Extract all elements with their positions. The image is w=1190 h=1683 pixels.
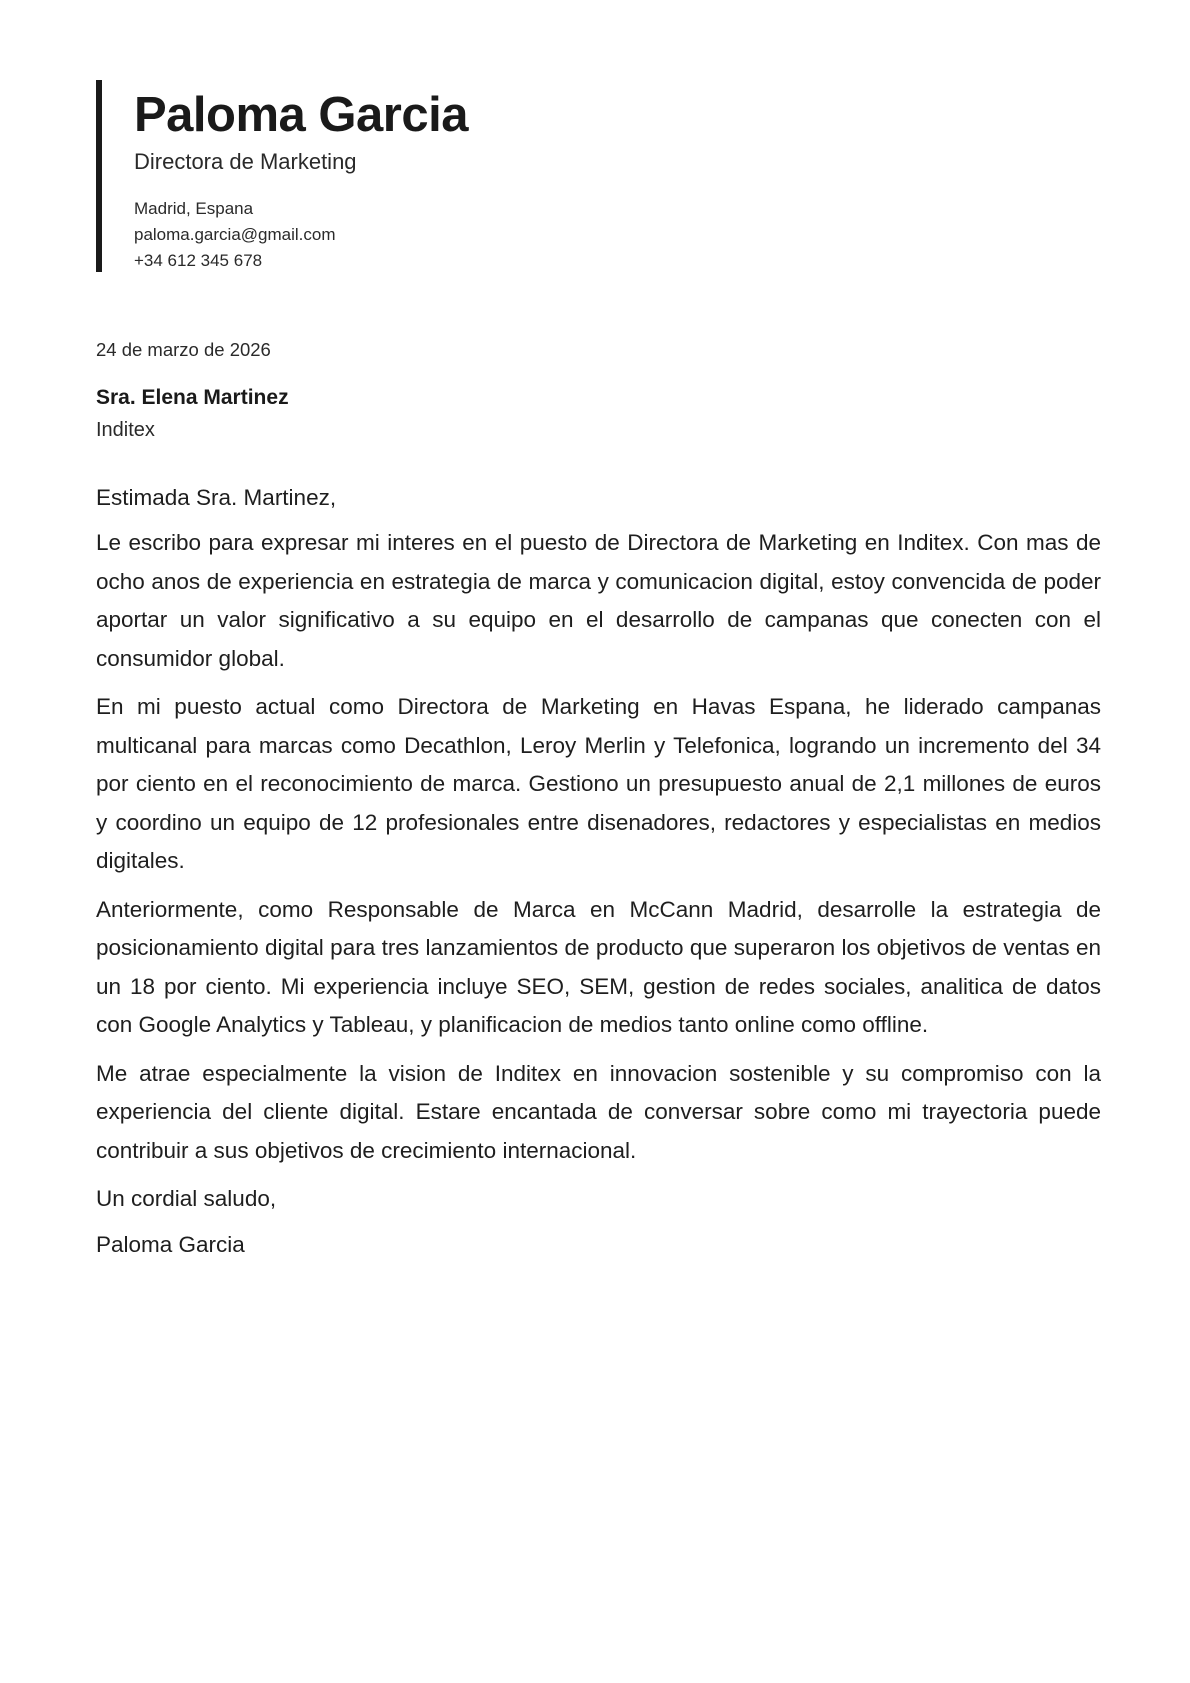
closing: Un cordial saludo, — [96, 1186, 277, 1211]
sender-contact-block — [134, 196, 468, 274]
recipient-name: Sra. Elena Martinez — [96, 386, 289, 409]
letter-body — [96, 336, 1101, 1264]
sender-name: Paloma Garcia — [134, 88, 468, 142]
body-paragraph-2: En mi puesto actual como Directora de Marketing en Havas Espana, he liderado campanas multicanal para marcas como Decathlon, Leroy Merlin y Telefonica, logrando un incremento del 34 por ciento en el reconocimiento de marca. Gestiono un presupuesto anual de 2,1 millones de euros y coordino un equipo de 12 profesionales entre disenadores, redactores y especialistas en medios digitales. — [96, 694, 1101, 873]
recipient-company: Inditex — [96, 419, 155, 441]
sender-email: paloma.garcia@gmail.com — [134, 225, 336, 244]
letter-date: 24 de marzo de 2026 — [96, 339, 271, 360]
sender-location: Madrid, Espana — [134, 199, 254, 218]
sender-phone: +34 612 345 678 — [134, 251, 263, 270]
body-paragraph-3: Anteriormente, como Responsable de Marca en McCann Madrid, desarrolle la estrategia de posicionamiento digital para tres lanzamientos de producto que superaron los objetivos de ventas en un 18 por ciento. Mi experiencia incluye SEO, SEM, gestion de redes sociales, analitica de datos con Google Analytics y Tableau, y planificacion de medios tanto online como offline. — [96, 896, 1101, 1037]
sender-job-title: Directora de Marketing — [134, 149, 357, 174]
body-paragraph-1: Le escribo para expresar mi interes en el puesto de Directora de Marketing en Inditex. Con mas de ocho anos de experiencia en estrategia de marca y comunicacion digital, estoy convencida de poder aportar un valor significativo a su equipo en el desarrollo de campanas que conecten con el consumidor global. — [96, 530, 1101, 671]
body-paragraph-4: Me atrae especialmente la vision de Inditex en innovacion sostenible y su compromiso con la experiencia del cliente digital. Estare encantada de conversar sobre como mi trayectoria puede contribuir a sus objetivos de crecimiento internacional. — [96, 1060, 1101, 1163]
letter-header — [96, 80, 468, 272]
signature: Paloma Garcia — [96, 1232, 245, 1257]
salutation: Estimada Sra. Martinez, — [96, 485, 337, 510]
